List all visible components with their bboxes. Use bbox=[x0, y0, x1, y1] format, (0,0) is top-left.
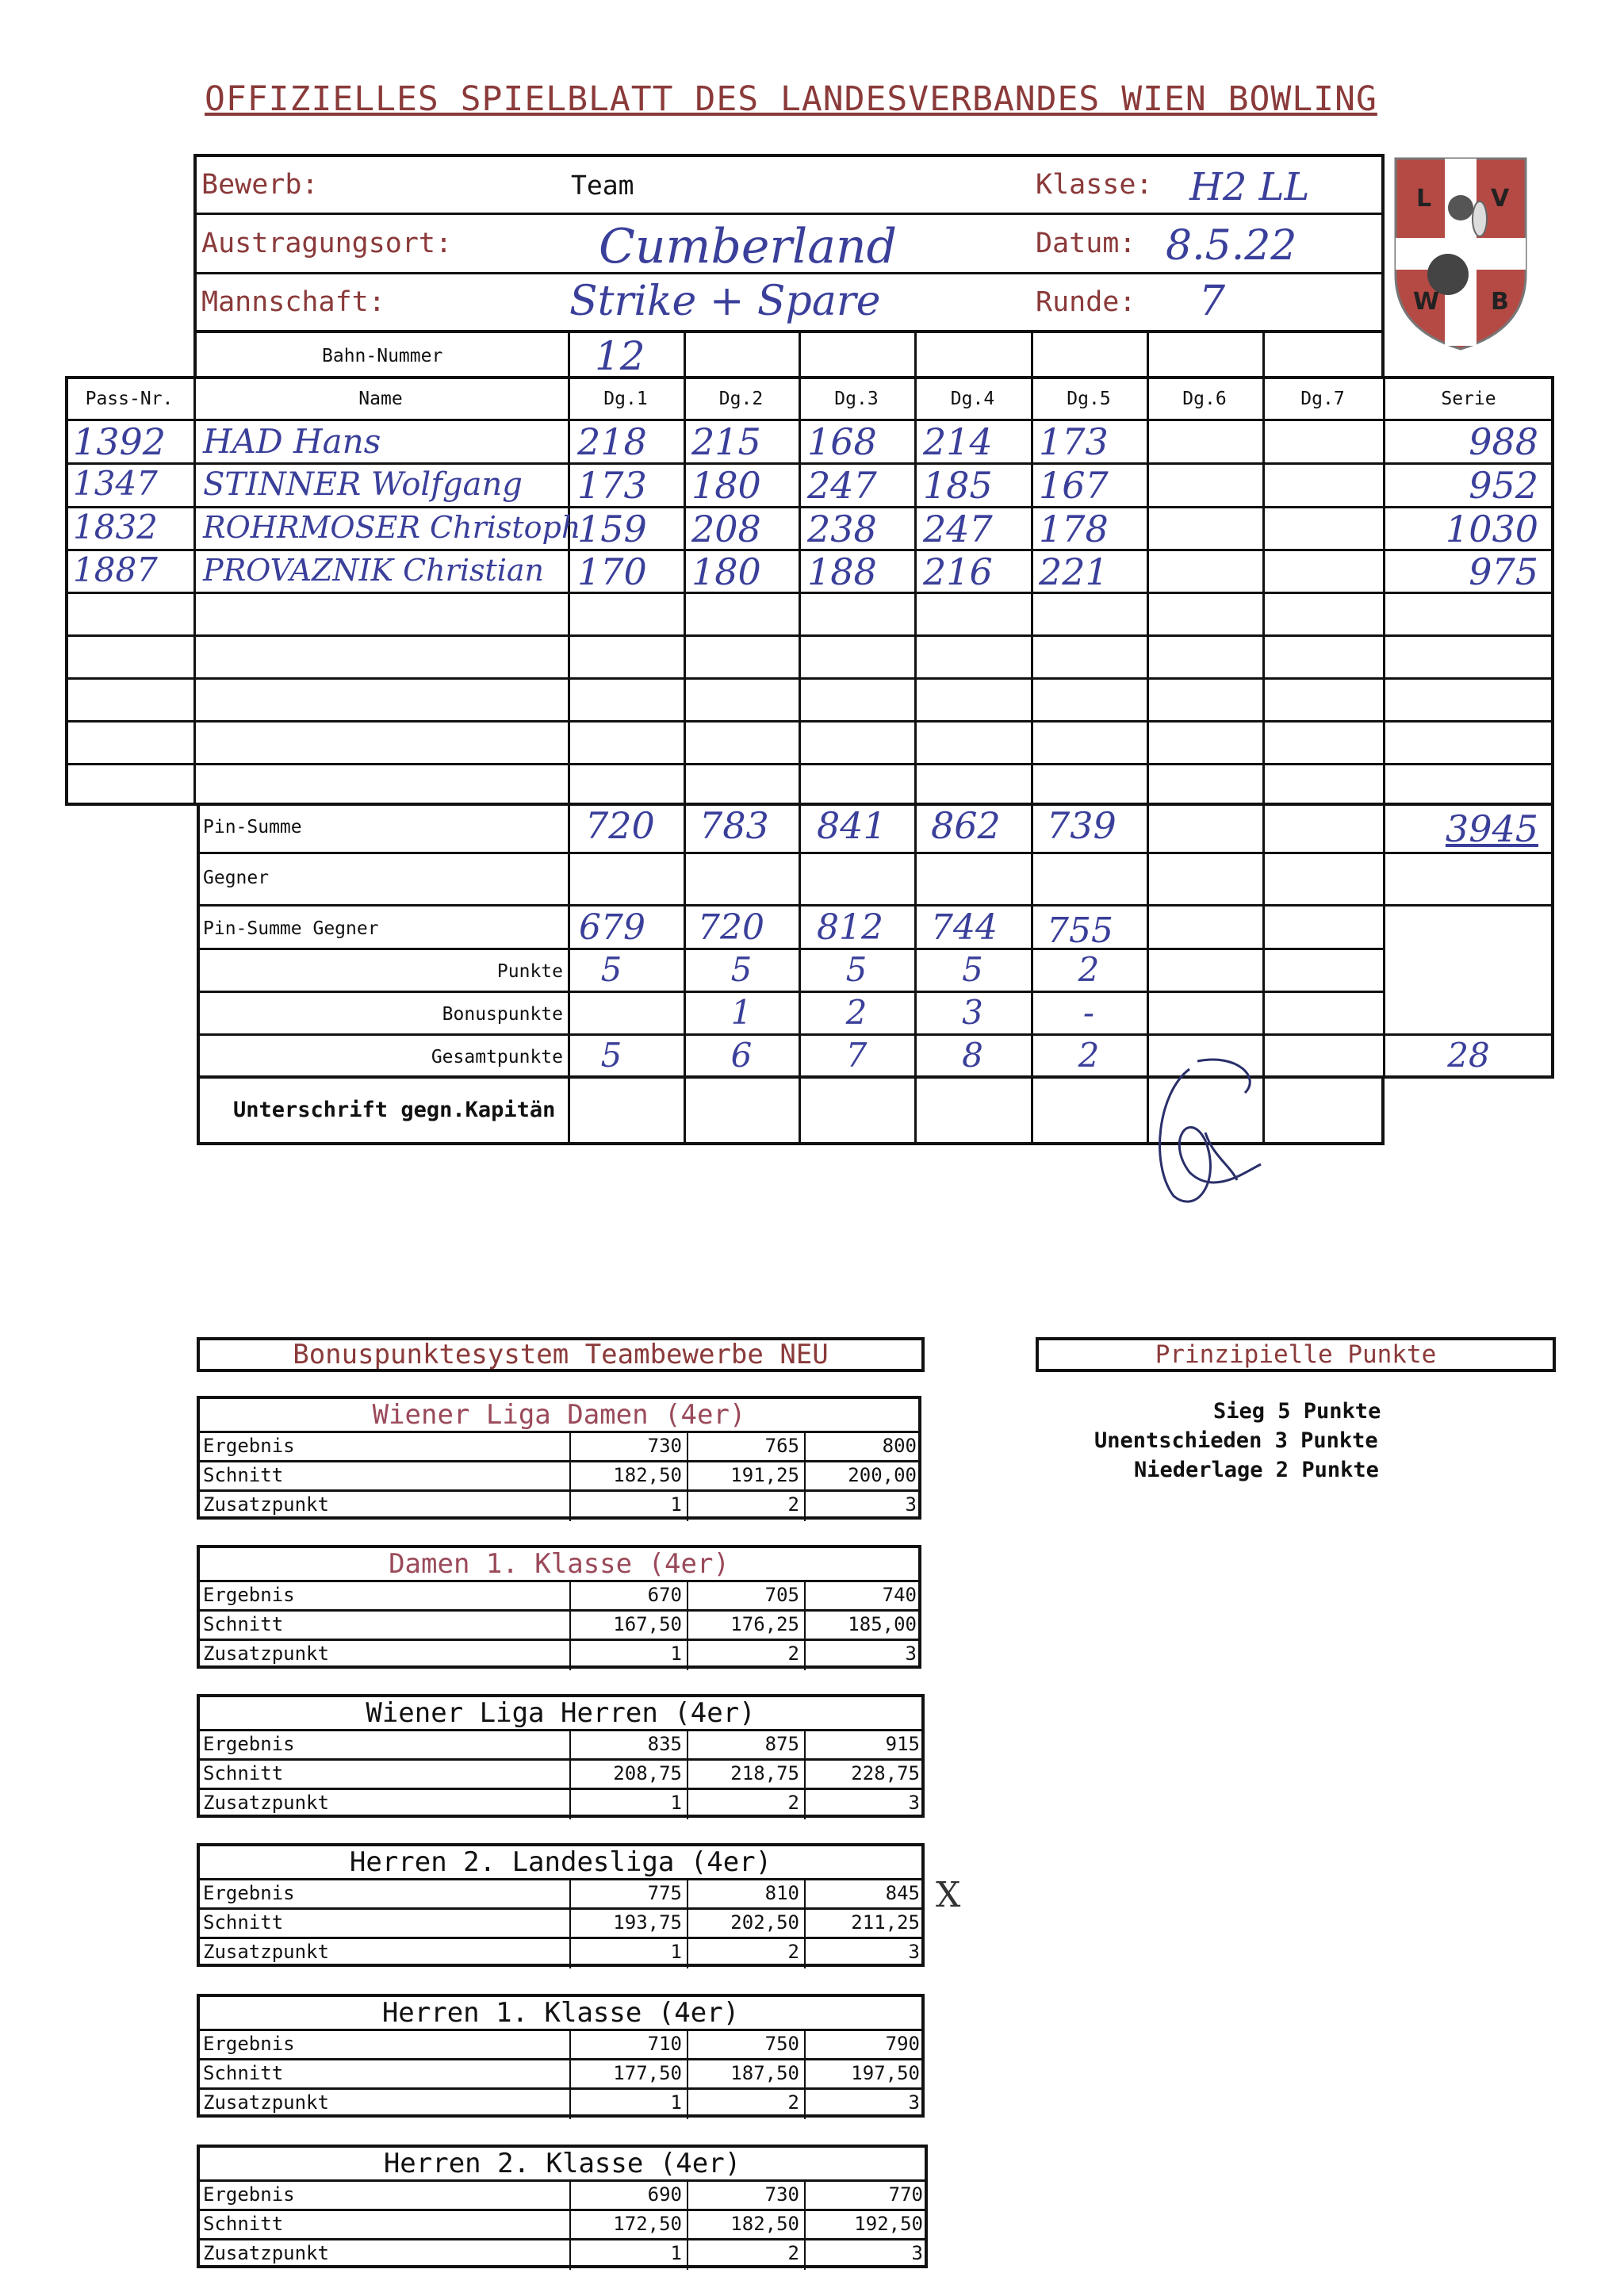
value-cell: 218,75 bbox=[730, 1762, 799, 1784]
score-dg3: 168 bbox=[807, 420, 877, 463]
gesamt-dg2: 6 bbox=[730, 1036, 753, 1075]
bonus-system-title: Bonuspunktesystem Teambewerbe NEU bbox=[293, 1339, 829, 1370]
value-cell: 1 bbox=[670, 2242, 682, 2264]
value-cell: 1 bbox=[670, 1493, 682, 1516]
logo-letter-b: B bbox=[1491, 288, 1509, 316]
value-cell: 915 bbox=[885, 1733, 920, 1755]
bonus-table bbox=[197, 1545, 921, 1669]
punkte-dg2: 5 bbox=[730, 950, 753, 989]
score-dg3: 188 bbox=[807, 550, 877, 593]
score-dg5: 167 bbox=[1039, 464, 1109, 507]
bonus-table bbox=[197, 1994, 925, 2118]
row-label: Zusatzpunkt bbox=[203, 1642, 329, 1665]
value-cell: 187,50 bbox=[730, 2062, 799, 2084]
score-dg2: 208 bbox=[691, 508, 761, 550]
value-cell: 710 bbox=[647, 2033, 682, 2055]
value-cell: 3 bbox=[911, 2242, 923, 2264]
row-label: Schnitt bbox=[203, 2213, 284, 2235]
score-dg1: 218 bbox=[577, 420, 647, 463]
punkte-dg1: 5 bbox=[600, 950, 622, 989]
col-dg5: Dg.5 bbox=[1067, 389, 1111, 409]
value-cell: 200,00 bbox=[848, 1464, 917, 1486]
bahn-value: 12 bbox=[595, 333, 645, 379]
ort-label: Austragungsort: bbox=[201, 228, 453, 259]
value-cell: 3 bbox=[905, 1493, 917, 1516]
value-cell: 875 bbox=[764, 1733, 799, 1755]
score-dg4: 216 bbox=[923, 550, 993, 593]
value-cell: 740 bbox=[882, 1584, 917, 1606]
value-cell: 2 bbox=[787, 1493, 799, 1516]
prinzipielle-title: Prinzipielle Punkte bbox=[1155, 1340, 1437, 1369]
value-cell: 810 bbox=[764, 1882, 799, 1904]
score-dg3: 247 bbox=[807, 464, 877, 507]
klasse-value: H2 LL bbox=[1189, 165, 1310, 209]
runde-value: 7 bbox=[1199, 278, 1226, 325]
prinzipielle-sieg: Sieg 5 Punkte bbox=[1213, 1399, 1381, 1424]
value-cell: 845 bbox=[885, 1882, 920, 1904]
value-cell: 1 bbox=[670, 2091, 682, 2114]
value-cell: 3 bbox=[908, 2091, 920, 2114]
row-label: Ergebnis bbox=[203, 1435, 295, 1457]
bonus-table bbox=[197, 2145, 928, 2268]
row-label: Schnitt bbox=[203, 2062, 284, 2084]
value-cell: 2 bbox=[787, 2091, 799, 2114]
col-dg2: Dg.2 bbox=[718, 389, 764, 409]
value-cell: 197,50 bbox=[851, 2062, 920, 2084]
row-label: Ergebnis bbox=[203, 1733, 295, 1755]
value-cell: 191,25 bbox=[730, 1464, 799, 1486]
gesamt-dg5: 2 bbox=[1078, 1036, 1100, 1075]
value-cell: 730 bbox=[764, 2183, 799, 2206]
punkte-dg5: 2 bbox=[1078, 950, 1100, 989]
value-cell: 705 bbox=[764, 1584, 799, 1606]
score-dg2: 180 bbox=[691, 550, 761, 593]
value-cell: 2 bbox=[787, 1642, 799, 1665]
col-dg1: Dg.1 bbox=[603, 389, 648, 409]
pin-summe-dg2: 783 bbox=[699, 804, 769, 847]
datum-label: Datum: bbox=[1036, 228, 1136, 259]
gesamt-label: Gesamtpunkte bbox=[431, 1047, 563, 1068]
pin-gegner-dg1: 679 bbox=[579, 907, 645, 948]
col-dg3: Dg.3 bbox=[834, 389, 879, 409]
score-dg2: 215 bbox=[691, 420, 761, 463]
value-cell: 3 bbox=[908, 1792, 920, 1814]
value-cell: 2 bbox=[787, 1941, 799, 1963]
gegner-label: Gegner bbox=[203, 868, 270, 888]
row-label: Ergebnis bbox=[203, 2033, 295, 2055]
value-cell: 670 bbox=[647, 1584, 682, 1606]
pin-summe-dg5: 739 bbox=[1047, 804, 1116, 847]
captain-signature bbox=[1142, 1045, 1285, 1212]
value-cell: 750 bbox=[764, 2033, 799, 2055]
serie-value: 975 bbox=[1469, 550, 1538, 593]
value-cell: 176,25 bbox=[730, 1613, 799, 1635]
punkte-dg3: 5 bbox=[845, 950, 868, 989]
punkte-label: Punkte bbox=[496, 961, 563, 982]
bonus-table bbox=[197, 1694, 925, 1818]
value-cell: 800 bbox=[882, 1435, 917, 1457]
runde-label: Runde: bbox=[1036, 286, 1136, 318]
gesamt-dg1: 5 bbox=[600, 1036, 622, 1075]
value-cell: 765 bbox=[764, 1435, 799, 1457]
prinzipielle-unentschieden: Unentschieden 3 Punkte bbox=[1094, 1428, 1378, 1453]
value-cell: 3 bbox=[905, 1642, 917, 1665]
bonus-table-title: Herren 2. Landesliga (4er) bbox=[349, 1846, 772, 1878]
bonus-dg4: 3 bbox=[962, 993, 983, 1032]
value-cell: 182,50 bbox=[613, 1464, 682, 1486]
logo-letter-v: V bbox=[1491, 185, 1510, 213]
serie-value: 988 bbox=[1469, 420, 1538, 463]
value-cell: 177,50 bbox=[613, 2062, 682, 2084]
row-label: Ergebnis bbox=[203, 2183, 295, 2206]
score-dg1: 159 bbox=[577, 508, 647, 550]
row-label: Zusatzpunkt bbox=[203, 2242, 329, 2264]
pin-gegner-dg3: 812 bbox=[817, 907, 883, 948]
value-cell: 2 bbox=[787, 1792, 799, 1814]
value-cell: 2 bbox=[787, 2242, 799, 2264]
col-dg6: Dg.6 bbox=[1182, 389, 1227, 409]
value-cell: 835 bbox=[647, 1733, 682, 1755]
serie-value: 952 bbox=[1469, 464, 1538, 507]
value-cell: 182,50 bbox=[730, 2213, 799, 2235]
player-name: PROVAZNIK Christian bbox=[203, 553, 545, 588]
lvwb-logo bbox=[1392, 155, 1529, 352]
pin-summe-dg4: 862 bbox=[931, 804, 1001, 847]
bewerb-value: Team bbox=[571, 170, 634, 201]
col-dg4: Dg.4 bbox=[950, 389, 995, 409]
row-label: Zusatzpunkt bbox=[203, 1792, 329, 1814]
row-label: Ergebnis bbox=[203, 1584, 295, 1606]
value-cell: 690 bbox=[647, 2183, 682, 2206]
pass-number: 1347 bbox=[73, 464, 158, 503]
value-cell: 172,50 bbox=[613, 2213, 682, 2235]
bonus-table-title: Damen 1. Klasse (4er) bbox=[389, 1548, 730, 1580]
row-label: Zusatzpunkt bbox=[203, 1493, 329, 1516]
pass-number: 1392 bbox=[73, 420, 167, 463]
row-label: Schnitt bbox=[203, 1613, 284, 1635]
col-name: Name bbox=[358, 389, 403, 409]
bonus-table bbox=[197, 1396, 921, 1520]
player-name: HAD Hans bbox=[203, 422, 381, 461]
bonus-table bbox=[197, 1843, 925, 1967]
gesamt-total: 28 bbox=[1447, 1036, 1490, 1075]
pass-number: 1832 bbox=[73, 508, 158, 546]
score-dg5: 178 bbox=[1039, 508, 1109, 550]
row-label: Schnitt bbox=[203, 1464, 284, 1486]
datum-value: 8.5.22 bbox=[1166, 222, 1297, 270]
value-cell: 790 bbox=[885, 2033, 920, 2055]
value-cell: 228,75 bbox=[851, 1762, 920, 1784]
bonus-dg3: 2 bbox=[845, 993, 868, 1032]
bonus-label: Bonuspunkte bbox=[442, 1004, 563, 1025]
bewerb-label: Bewerb: bbox=[201, 169, 319, 201]
value-cell: 192,50 bbox=[854, 2213, 923, 2235]
mannschaft-value: Strike + Spare bbox=[569, 278, 881, 325]
row-label: Zusatzpunkt bbox=[203, 1941, 329, 1963]
punkte-dg4: 5 bbox=[962, 950, 983, 989]
pin-gegner-dg5: 755 bbox=[1047, 910, 1113, 951]
row-label: Ergebnis bbox=[203, 1882, 295, 1904]
col-pass: Pass-Nr. bbox=[85, 389, 174, 409]
bahn-label: Bahn-Nummer bbox=[322, 346, 443, 366]
value-cell: 211,25 bbox=[851, 1911, 920, 1934]
col-serie: Serie bbox=[1441, 389, 1496, 409]
prinzipielle-niederlage: Niederlage 2 Punkte bbox=[1134, 1458, 1379, 1482]
pin-summe-dg1: 720 bbox=[585, 804, 655, 847]
serie-value: 1030 bbox=[1445, 508, 1538, 550]
value-cell: 3 bbox=[908, 1941, 920, 1963]
player-name: STINNER Wolfgang bbox=[203, 466, 523, 503]
value-cell: 1 bbox=[670, 1941, 682, 1963]
value-cell: 193,75 bbox=[613, 1911, 682, 1934]
value-cell: 775 bbox=[647, 1882, 682, 1904]
value-cell: 730 bbox=[647, 1435, 682, 1457]
logo-letter-l: L bbox=[1416, 185, 1432, 213]
pin-gegner-dg4: 744 bbox=[931, 907, 998, 948]
bonus-table-title: Herren 1. Klasse (4er) bbox=[381, 1997, 740, 2029]
row-label: Zusatzpunkt bbox=[203, 2091, 329, 2114]
bonus-table-title: Wiener Liga Herren (4er) bbox=[366, 1697, 756, 1729]
klasse-label: Klasse: bbox=[1036, 169, 1153, 201]
value-cell: 208,75 bbox=[613, 1762, 682, 1784]
value-cell: 185,00 bbox=[848, 1613, 917, 1635]
score-dg3: 238 bbox=[807, 508, 877, 550]
player-name: ROHRMOSER Christoph bbox=[203, 510, 581, 545]
pass-number: 1887 bbox=[73, 550, 158, 589]
selected-class-mark: X bbox=[936, 1875, 961, 1915]
row-label: Schnitt bbox=[203, 1911, 284, 1934]
score-dg5: 173 bbox=[1039, 420, 1109, 463]
score-dg1: 173 bbox=[577, 464, 647, 507]
value-cell: 1 bbox=[670, 1642, 682, 1665]
row-label: Schnitt bbox=[203, 1762, 284, 1784]
pin-gegner-label: Pin-Summe Gegner bbox=[203, 918, 379, 939]
pin-gegner-dg2: 720 bbox=[698, 907, 764, 948]
gesamt-dg3: 7 bbox=[845, 1036, 868, 1075]
logo-letter-w: W bbox=[1413, 288, 1440, 316]
score-dg2: 180 bbox=[691, 464, 761, 507]
score-dg4: 185 bbox=[923, 464, 993, 507]
score-dg4: 214 bbox=[923, 420, 993, 463]
pin-summe-label: Pin-Summe bbox=[203, 817, 302, 838]
page-title: OFFIZIELLES SPIELBLATT DES LANDESVERBANDES WIEN BOWLING bbox=[205, 79, 1377, 119]
value-cell: 1 bbox=[670, 1792, 682, 1814]
gesamt-dg4: 8 bbox=[962, 1036, 983, 1075]
score-dg1: 170 bbox=[577, 550, 647, 593]
bonus-dg5: - bbox=[1082, 993, 1095, 1032]
ort-value: Cumberland bbox=[599, 219, 898, 274]
mannschaft-label: Mannschaft: bbox=[201, 286, 385, 318]
unterschrift-label: Unterschrift gegn.Kapitän bbox=[233, 1098, 556, 1122]
col-dg7: Dg.7 bbox=[1300, 389, 1345, 409]
value-cell: 167,50 bbox=[613, 1613, 682, 1635]
score-dg4: 247 bbox=[923, 508, 993, 550]
score-dg5: 221 bbox=[1039, 550, 1109, 593]
bonus-table-title: Wiener Liga Damen (4er) bbox=[372, 1399, 746, 1431]
bonus-dg2: 1 bbox=[730, 993, 753, 1032]
value-cell: 202,50 bbox=[730, 1911, 799, 1934]
pin-summe-total: 3945 bbox=[1445, 807, 1538, 850]
value-cell: 770 bbox=[888, 2183, 923, 2206]
pin-summe-dg3: 841 bbox=[817, 804, 887, 847]
bonus-table-title: Herren 2. Klasse (4er) bbox=[383, 2148, 741, 2179]
